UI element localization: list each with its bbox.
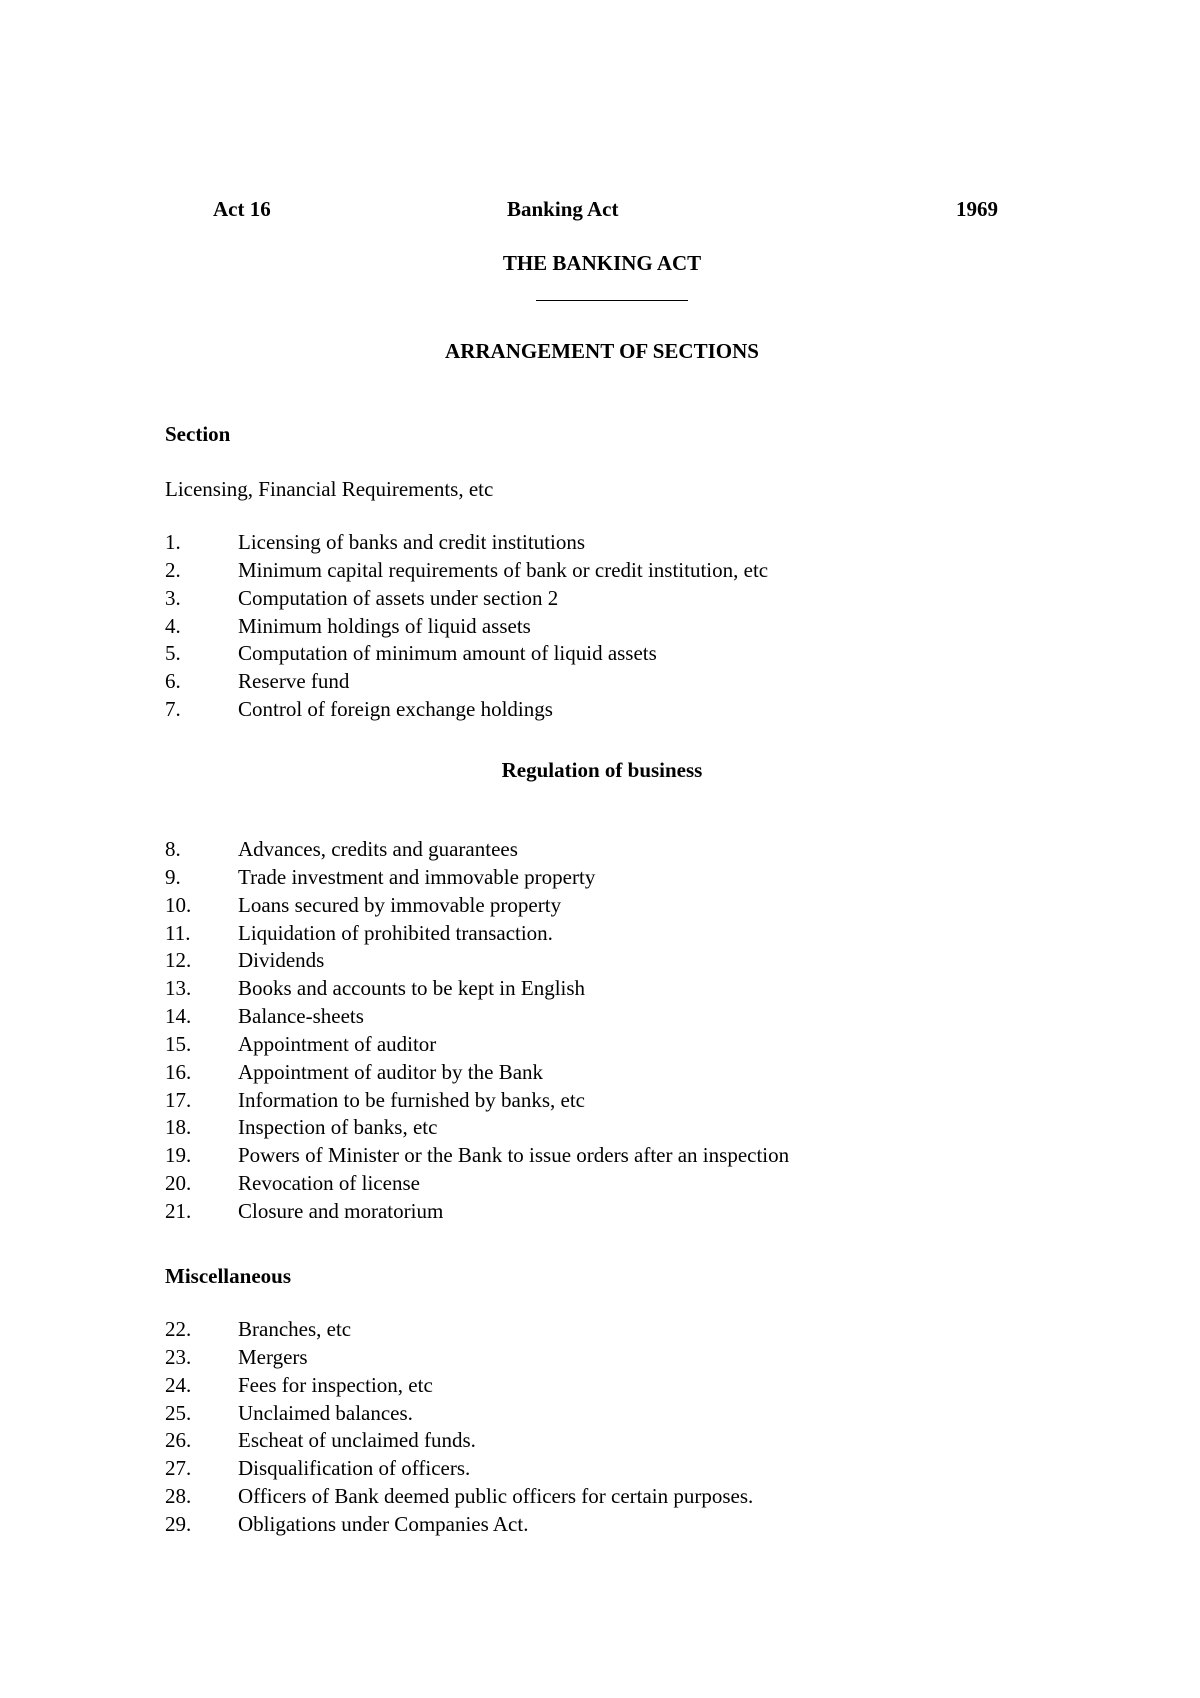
section-number: 24. [165, 1372, 192, 1397]
section-title: Computation of minimum amount of liquid assets [238, 641, 657, 666]
section-number: 3. [165, 585, 181, 610]
section-entry [165, 975, 1065, 1003]
section-entry [165, 557, 1065, 585]
section-entry [165, 920, 1065, 948]
section-entry [165, 1344, 1065, 1372]
section-number: 12. [165, 948, 192, 973]
section-title: Dividends [238, 948, 325, 973]
section-number: 16. [165, 1059, 192, 1084]
act-year: 1969 [956, 197, 998, 221]
section-title: Loans secured by immovable property [238, 892, 562, 917]
section-number: 17. [165, 1087, 192, 1112]
section-number: 29. [165, 1511, 192, 1536]
group-heading-licensing: Licensing, Financial Requirements, etc [165, 477, 494, 501]
section-entry [165, 892, 1065, 920]
section-number: 21. [165, 1198, 192, 1223]
section-number: 2. [165, 557, 181, 582]
act-number: Act 16 [213, 197, 271, 221]
section-entry [165, 1059, 1065, 1087]
section-entry [165, 836, 1065, 864]
section-title: Closure and moratorium [238, 1198, 444, 1223]
section-number: 27. [165, 1456, 192, 1481]
section-entry [165, 696, 1065, 724]
section-title: Information to be furnished by banks, etc [238, 1087, 585, 1112]
section-entry [165, 1372, 1065, 1400]
section-number: 15. [165, 1031, 192, 1056]
section-entry [165, 1087, 1065, 1115]
section-entry [165, 1400, 1065, 1428]
section-number: 1. [165, 530, 181, 554]
group-heading-miscellaneous: Miscellaneous [165, 1264, 291, 1288]
section-title: Minimum capital requirements of bank or credit institution, etc [238, 557, 769, 582]
section-list-miscellaneous [165, 1316, 1065, 1539]
section-number: 25. [165, 1400, 192, 1425]
act-name: Banking Act [507, 197, 619, 221]
section-title: Officers of Bank deemed public officers for certain purposes. [238, 1484, 754, 1509]
section-number: 14. [165, 1004, 192, 1029]
section-number: 28. [165, 1484, 192, 1509]
section-title: Escheat of unclaimed funds. [238, 1428, 476, 1453]
section-title: Branches, etc [238, 1317, 352, 1341]
section-number: 26. [165, 1428, 192, 1453]
section-title: Obligations under Companies Act. [238, 1511, 529, 1536]
section-entry [165, 1142, 1065, 1170]
section-entry [165, 1316, 1065, 1344]
section-column-label: Section [165, 422, 231, 446]
section-entry [165, 1114, 1065, 1142]
section-title: Liquidation of prohibited transaction. [238, 920, 553, 945]
section-entry [165, 1483, 1065, 1511]
section-entry [165, 1031, 1065, 1059]
section-title: Licensing of banks and credit institutions [238, 530, 586, 554]
section-list-regulation [165, 836, 1065, 1226]
section-entry [165, 668, 1065, 696]
section-entry [165, 640, 1065, 668]
section-title: Fees for inspection, etc [238, 1372, 433, 1397]
section-entry [165, 529, 1065, 557]
section-number: 23. [165, 1344, 192, 1369]
section-title: Appointment of auditor [238, 1031, 437, 1056]
section-number: 18. [165, 1115, 192, 1140]
section-number: 11. [165, 920, 191, 945]
section-entry [165, 1170, 1065, 1198]
section-title: Balance-sheets [238, 1004, 364, 1029]
section-entry [165, 864, 1065, 892]
section-entry [165, 1427, 1065, 1455]
document-title: THE BANKING ACT [502, 251, 702, 275]
section-title: Inspection of banks, etc [238, 1115, 438, 1140]
section-entry [165, 947, 1065, 975]
section-title: Reserve fund [238, 669, 350, 694]
title-divider [536, 300, 688, 301]
section-number: 20. [165, 1171, 192, 1196]
section-number: 4. [165, 613, 181, 638]
section-title: Advances, credits and guarantees [238, 837, 518, 861]
section-title: Unclaimed balances. [238, 1400, 413, 1425]
section-entry [165, 1198, 1065, 1226]
section-number: 8. [165, 837, 181, 861]
section-entry [165, 1455, 1065, 1483]
section-number: 22. [165, 1317, 192, 1341]
section-title: Mergers [238, 1344, 308, 1369]
section-number: 7. [165, 697, 181, 722]
section-title: Revocation of license [238, 1171, 420, 1196]
section-title: Trade investment and immovable property [238, 864, 596, 889]
section-number: 19. [165, 1143, 192, 1168]
group-heading-regulation: Regulation of business [501, 758, 703, 782]
section-title: Disqualification of officers. [238, 1456, 471, 1481]
section-title: Appointment of auditor by the Bank [238, 1059, 544, 1084]
section-entry [165, 585, 1065, 613]
section-number: 9. [165, 864, 181, 889]
section-title: Powers of Minister or the Bank to issue orders after an inspection [238, 1143, 790, 1168]
section-title: Minimum holdings of liquid assets [238, 613, 531, 638]
section-entry [165, 1511, 1065, 1539]
document-subtitle: ARRANGEMENT OF SECTIONS [445, 339, 759, 363]
section-number: 10. [165, 892, 192, 917]
section-title: Books and accounts to be kept in English [238, 976, 586, 1001]
section-number: 6. [165, 669, 181, 694]
section-entry [165, 1003, 1065, 1031]
section-entry [165, 613, 1065, 641]
section-list-licensing [165, 529, 1065, 724]
section-number: 5. [165, 641, 181, 666]
section-title: Computation of assets under section 2 [238, 585, 559, 610]
running-header [213, 197, 998, 225]
section-title: Control of foreign exchange holdings [238, 697, 553, 722]
section-number: 13. [165, 976, 192, 1001]
